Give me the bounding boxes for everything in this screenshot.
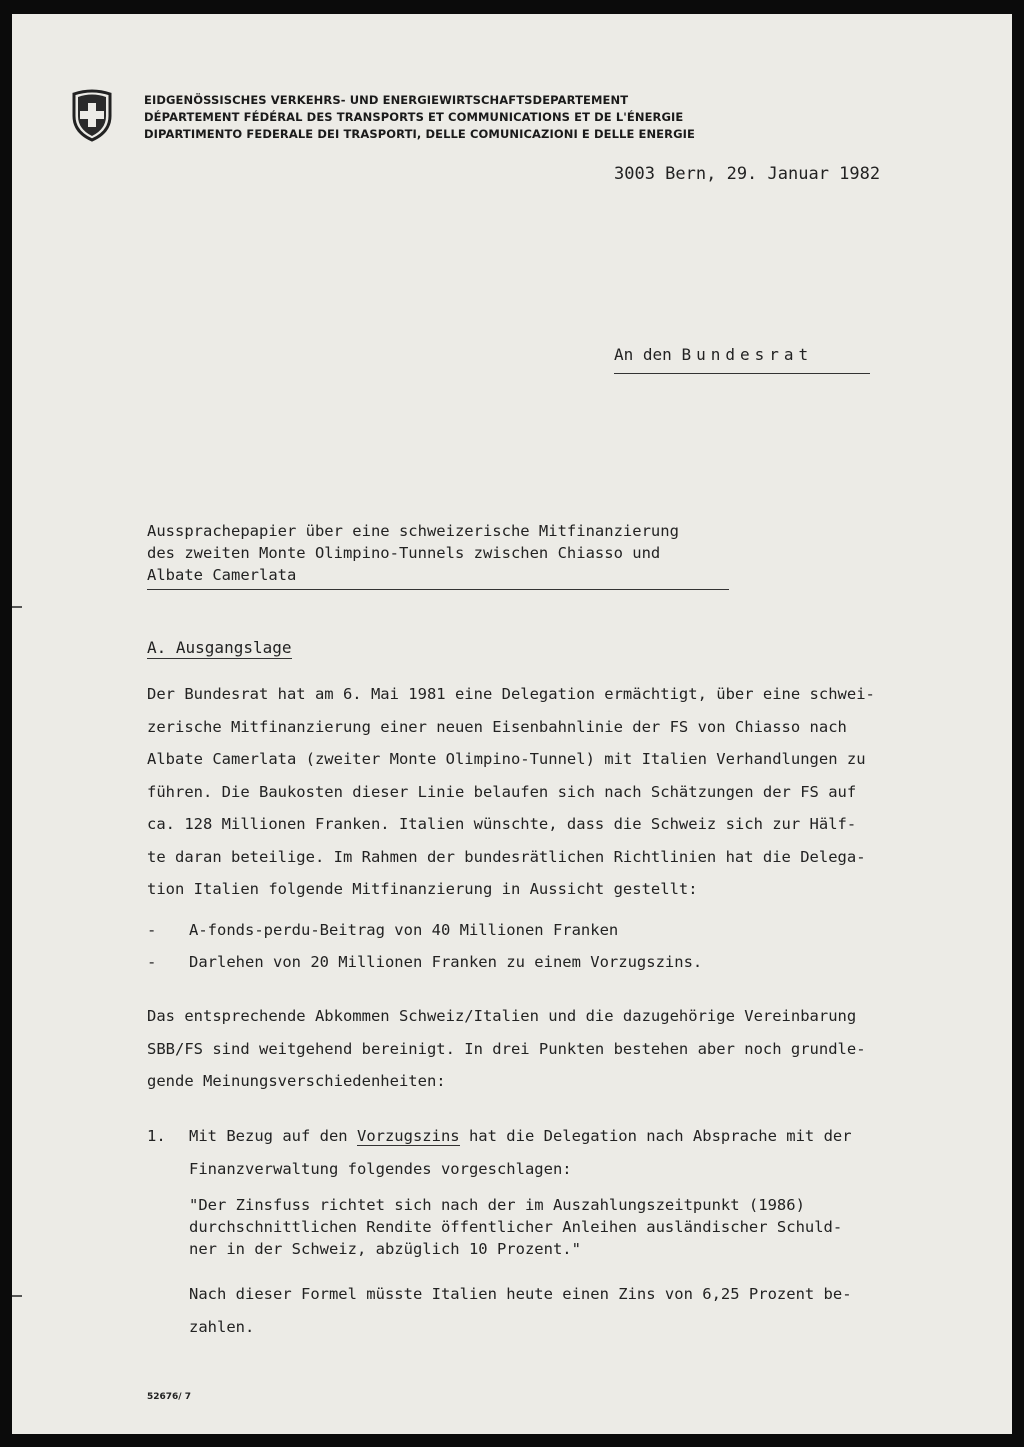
item-line xyxy=(147,1120,852,1153)
letterhead-line-de: EIDGENÖSSISCHES VERKEHRS- UND ENERGIEWIRTSCHAFTSDEPARTEMENT xyxy=(144,93,629,107)
numbered-item-1 xyxy=(147,1120,852,1185)
recipient-prefix: An den xyxy=(614,345,672,364)
bullet-dash: - xyxy=(147,921,157,939)
paragraph-line: SBB/FS sind weitgehend bereinigt. In drei Punkten bestehen aber noch grundle- xyxy=(147,1039,866,1058)
letterhead xyxy=(144,92,844,143)
paragraph-line: te daran beteilige. Im Rahmen der bundesrätlichen Richtlinien hat die Delega- xyxy=(147,847,866,866)
paragraph-line: ca. 128 Millionen Franken. Italien wünschte, dass die Schweiz sich zur Hälf- xyxy=(147,815,857,833)
item-number: 1. xyxy=(147,1127,166,1145)
paragraph-3 xyxy=(189,1278,852,1344)
paragraph-line: zahlen. xyxy=(189,1318,255,1336)
bullet-dash: - xyxy=(147,953,157,971)
letterhead-line-it: DIPARTIMENTO FEDERALE DEI TRASPORTI, DELLE COMUNICAZIONI E DELLE ENERGIE xyxy=(144,127,695,141)
bullet-text: A-fonds-perdu-Beitrag von 40 Millionen Franken xyxy=(189,921,619,939)
document-page xyxy=(12,14,1012,1434)
paragraph-2 xyxy=(147,1000,866,1098)
paragraph-line: Der Bundesrat hat am 6. Mai 1981 eine Delegation ermächtigt, über eine schwei- xyxy=(147,685,875,703)
paragraph-line: zerische Mitfinanzierung einer neuen Eisenbahnlinie der FS von Chiasso nach xyxy=(147,717,847,736)
paragraph-line: Albate Camerlata (zweiter Monte Olimpino-Tunnel) mit Italien Verhandlungen zu xyxy=(147,750,866,768)
underlined-term: Vorzugszins xyxy=(356,1127,460,1145)
subject-line: des zweiten Monte Olimpino-Tunnels zwischen Chiasso und xyxy=(147,544,661,562)
swiss-cross-shield-icon xyxy=(68,88,116,142)
list-item xyxy=(147,914,702,946)
item-text: Mit Bezug auf den xyxy=(189,1127,357,1145)
recipient-name: Bundesrat xyxy=(681,345,814,364)
bullet-list xyxy=(147,914,702,978)
list-item xyxy=(147,946,702,978)
subject-line: Albate Camerlata xyxy=(147,566,297,584)
item-line: Finanzverwaltung folgendes vorgeschlagen: xyxy=(189,1159,572,1178)
quote-line: durchschnittlichen Rendite öffentlicher Anleihen ausländischer Schuld- xyxy=(189,1218,843,1236)
quote-line: "Der Zinsfuss richtet sich nach der im Auszahlungszeitpunkt (1986) xyxy=(189,1196,805,1214)
punch-mark xyxy=(12,606,22,608)
paragraph-line: tion Italien folgende Mitfinanzierung in Aussicht gestellt: xyxy=(147,880,698,898)
paragraph-line: Nach dieser Formel müsste Italien heute einen Zins von 6,25 Prozent be- xyxy=(189,1285,852,1303)
recipient xyxy=(614,345,870,374)
item-text: hat die Delegation nach Absprache mit der xyxy=(459,1127,852,1145)
subject-line: Aussprachepapier über eine schweizerische Mitfinanzierung xyxy=(147,522,679,540)
bullet-text: Darlehen von 20 Millionen Franken zu einem Vorzugszins. xyxy=(189,953,703,971)
paragraph-line: führen. Die Baukosten dieser Linie belaufen sich nach Schätzungen der FS auf xyxy=(147,782,857,801)
letterhead-line-fr: DÉPARTEMENT FÉDÉRAL DES TRANSPORTS ET COMMUNICATIONS ET DE L'ÉNERGIE xyxy=(144,110,684,124)
paragraph-line: Das entsprechende Abkommen Schweiz/Italien und die dazugehörige Vereinbarung xyxy=(147,1007,857,1025)
footer-code: 52676/ 7 xyxy=(147,1392,191,1402)
subject xyxy=(147,520,729,590)
paragraph-line: gende Meinungsverschiedenheiten: xyxy=(147,1072,446,1090)
quotation xyxy=(189,1194,842,1260)
quote-line: ner in der Schweiz, abzüglich 10 Prozent." xyxy=(189,1240,581,1258)
section-heading: A. Ausgangslage xyxy=(147,638,292,657)
punch-mark xyxy=(12,1295,22,1297)
date-line: 3003 Bern, 29. Januar 1982 xyxy=(614,164,881,184)
paragraph-1 xyxy=(147,678,875,906)
